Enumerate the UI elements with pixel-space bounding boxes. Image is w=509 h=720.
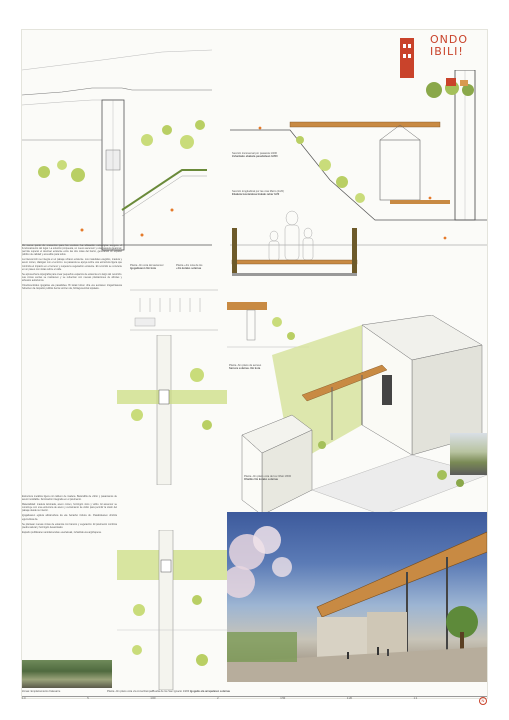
- axonometric-view: [232, 315, 487, 525]
- detail-drawing: [222, 198, 372, 293]
- logo-line-1: ONDO: [430, 33, 469, 46]
- render-drawing: [227, 512, 487, 682]
- text-column-lower: [22, 495, 117, 534]
- caption-axo-b: Oñatiko 0m kotako solairua: [244, 478, 278, 482]
- caption-plan-left-b: Igogailuaren 0m kota: [130, 267, 156, 271]
- paragraph-intro: Un nuevo punto de encuentro para los vecinos. La ubicación estratégica asegura el funcionamiento del lugar. La solución propuesta, un nuevo ascensor y una pasarela peatonal, permite superar el desnivel existente entre las dos cotas del barrio, generando un espacio público de calidad y accesible para todos.: [22, 244, 122, 257]
- caption-plan-mid-a: Planta +4m cota de los: [176, 264, 203, 267]
- scale-label-6: 1:20: [346, 697, 352, 700]
- paragraph-3: Se aprovecha la topografía para crear pequeños espacios de estancia a lo largo del recorrido. Las zonas verdes se mantienen y se refuerzan con nuevas plantaciones de árboles y arbustos autóctonos.: [22, 272, 122, 282]
- caption-render-b: Igogailu eta arrapalaren solairua: [189, 690, 230, 693]
- caption-plan-right-a: Planta -6m plano de acceso: [229, 364, 262, 367]
- scale-label-5: 1:50: [280, 697, 286, 700]
- caption-axo: [244, 475, 324, 481]
- plan-elevator-lower: [117, 530, 227, 690]
- caption-section-right-b: Zeharkako ebaketa pasabidean 1/200: [232, 155, 278, 159]
- plan-elevator-upper: [117, 335, 227, 485]
- axonometric-drawing: [232, 315, 487, 525]
- scale-label-1: 1:0: [22, 697, 26, 700]
- site-photo: [22, 660, 112, 688]
- poster-sheet: [22, 30, 487, 703]
- scale-label-7: 1:1: [413, 697, 418, 700]
- caption-site-photo-text: Zonas: Emplazamiento Kalesarre: [22, 690, 61, 693]
- caption-section-right-a: Sección transversal por pasarela 1/200: [232, 152, 277, 155]
- caption-site-photo: [22, 690, 112, 693]
- paragraph-8: Se plantean nuevas zonas de estancia con bancos y vegetación. El pavimento combina piedra natural y hormigón desactivado.: [22, 522, 117, 529]
- caption-plan-mid-b: +4m kotako solairua: [176, 267, 202, 271]
- north-arrow-icon: N: [479, 697, 487, 705]
- logo-block: [394, 30, 484, 100]
- street-photo-inset: [450, 433, 487, 475]
- scale-label-4: 2: [217, 697, 219, 700]
- section-top-left: [22, 30, 212, 255]
- caption-plan-mid: [176, 264, 220, 270]
- render-view: [227, 512, 487, 682]
- paragraph-5: Estructura metálica ligera con tablero de madera. Barandilla de vidrio y pasamanos de acero inoxidable. Iluminación integrada en el pavimento.: [22, 495, 117, 502]
- caption-plan-left-a: Planta -0m cota del ascensor: [130, 264, 164, 267]
- logo-line-2: IBILI!: [430, 45, 464, 58]
- caption-detail-b: Ebaketa luzetarakoa bideak zehar 1/20: [232, 193, 280, 197]
- caption-render-a: Planta -0m plano cota vía zona Rampa/Buelta de los San Ignacio 1/200: [107, 690, 190, 693]
- paragraph-7: Igogailuaren egitura altzairuzkoa da eta beirazko itxitura du. Pasabidearen oholtza egurrezkoa da.: [22, 514, 117, 521]
- caption-render: [107, 690, 247, 693]
- caption-plan-right-b: Sarrera solairua -6m kota: [229, 367, 261, 371]
- paragraph-9: Espazio publikoaren antolamendua: eserlekuak, zuhaitzak eta argiztapena.: [22, 530, 102, 534]
- parking-plan-drawing: [130, 280, 218, 340]
- logo-title: [430, 34, 468, 58]
- lower-plan-drawing: [117, 530, 227, 690]
- caption-axo-a: Planta -0m plano cota de los Oñati 1/500: [244, 475, 292, 478]
- scale-label-3: 1:00: [150, 697, 156, 700]
- caption-detail: [232, 190, 332, 196]
- text-column-intro: [22, 244, 122, 290]
- caption-detail-a: Sección longitudinal por las vías Metro (1/20): [232, 190, 284, 193]
- paragraph-2: La intervención se integra en el paisaje urbano existente. Los materiales elegidos, madera y acero corten, dialogan con el entorno. La pasarela se apoya sobre una estructura ligera que minimiza el impacto en el terreno y respeta la vegetación existente. El recorrido se convierte en un paseo con vistas sobre el valle.: [22, 258, 122, 271]
- caption-section-right: [232, 152, 312, 158]
- section-drawing-left: [22, 30, 212, 255]
- caption-plan-left: [130, 264, 174, 270]
- scale-labels: [22, 697, 487, 705]
- plan-parking: [130, 264, 218, 340]
- paragraph-4: Oinezkoentzako igogailua eta pasabidea. Bi kotak lotzen dira eta auzoaren irisgarritasuna hobetzen da. Espazio publiko berria sortzen da, bizilagunentzat topaleku.: [22, 284, 122, 291]
- detail-center: [222, 190, 372, 293]
- scale-label-2: 5: [87, 697, 89, 700]
- elevator-plan-drawing: [117, 335, 227, 485]
- paragraph-6: Materialidad: madera laminada, acero corten, hormigón visto y vidrio. El ascensor se construye con una estructura de acero y cerramiento de vidrio para permitir la visión del paisaje desde su interior.: [22, 503, 117, 513]
